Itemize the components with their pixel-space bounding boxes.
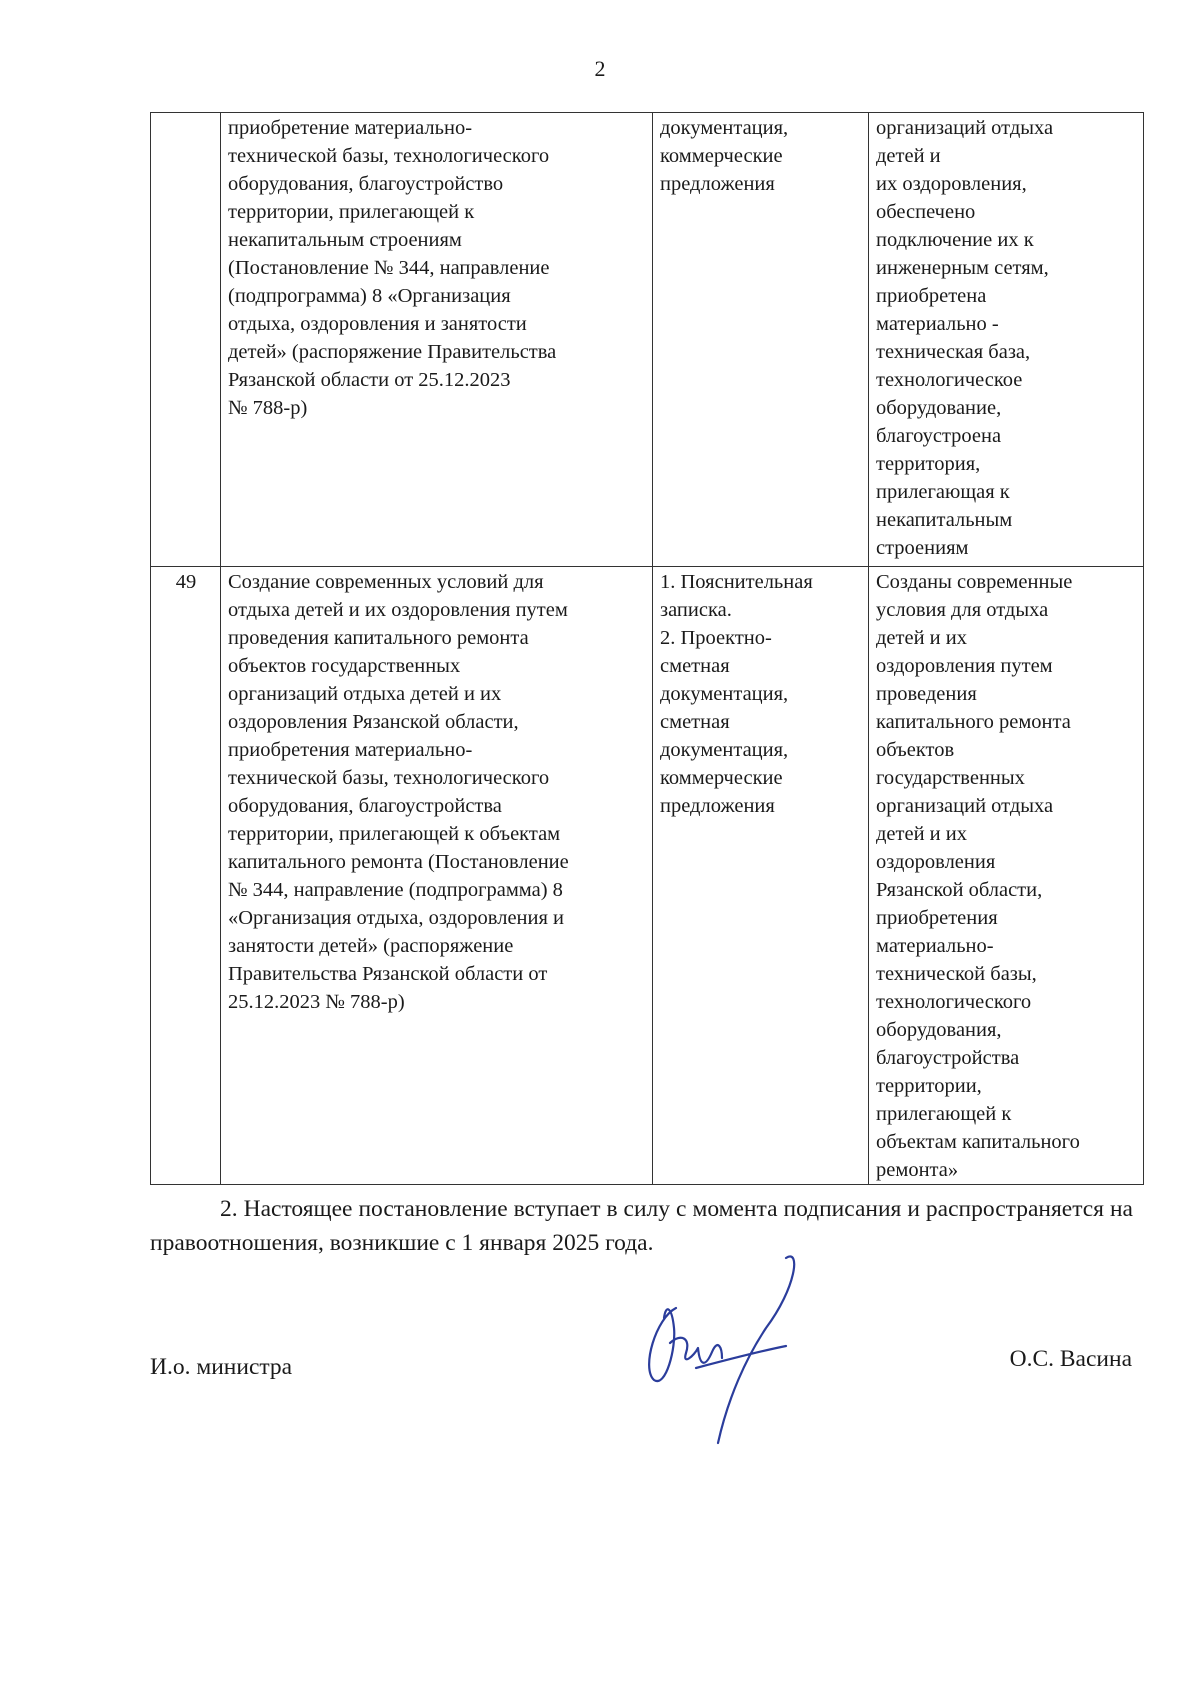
table-row xyxy=(151,113,1144,567)
measure-description-text: Создание современных условий для отдыха детей и их оздоровления путем проведения капитального ремонта объектов государственных организаций отдыха детей и их оздоровления Рязанской области, приобретения материально- технической базы, технологического оборудования, благоустройства территории, прилегающей к объектам капитального ремонта (Постановление № 344, направление (подпрограмма) 8 «Организация отдыха, оздоровления и занятости детей» (распоряжение Правительства Рязанской области от 25.12.2023 № 788-р) xyxy=(228,571,569,1013)
measures-table xyxy=(150,112,1144,1185)
page-number: 2 xyxy=(594,56,606,81)
expected-result xyxy=(869,567,1144,1185)
expected-result-text: Созданы современные условия для отдыха детей и их оздоровления путем проведения капитального ремонта объектов государственных организаций отдыха детей и их оздоровления Рязанской области, приобретения материально- технической базы, технологического оборудования, благоустройства территории, прилегающей к объектам капитального ремонта» xyxy=(876,571,1080,1181)
measure-description xyxy=(221,567,653,1185)
supporting-documents-text: 1. Пояснительная записка. 2. Проектно- сметная документация, сметная документация, коммерческие предложения xyxy=(660,571,813,817)
supporting-documents-text: документация, коммерческие предложения xyxy=(660,117,789,195)
row-number: 49 xyxy=(151,567,221,1185)
signatory-name: О.С. Васина xyxy=(1009,1346,1132,1372)
handwritten-signature xyxy=(636,1248,816,1448)
supporting-documents xyxy=(653,567,869,1185)
expected-result xyxy=(869,113,1144,567)
row-number xyxy=(151,113,221,567)
signatory-title: И.о. министра xyxy=(150,1354,293,1380)
supporting-documents xyxy=(653,113,869,567)
table-row xyxy=(151,567,1144,1185)
expected-result-text: организаций отдыха детей и их оздоровления, обеспечено подключение их к инженерным сетям, приобретена материально - техническая база, технологическое оборудование, благоустроена территория, прилегающая к некапитальным строениям xyxy=(876,117,1054,559)
signature-stroke xyxy=(649,1256,794,1443)
measure-description-text: приобретение материально- технической базы, технологического оборудования, благоустройство территории, прилегающей к некапитальным строениям (Постановление № 344, направление (подпрограмма) 8 «Организация отдыха, оздоровления и занятости детей» (распоряжение Правительства Рязанской области от 25.12.2023 № 788-р) xyxy=(228,117,557,419)
effective-date-paragraph: 2. Настоящее постановление вступает в силу с момента подписания и распространяется на правоотношения, возникшие с 1 января 2025 года. xyxy=(150,1196,1133,1256)
measure-description xyxy=(221,113,653,567)
